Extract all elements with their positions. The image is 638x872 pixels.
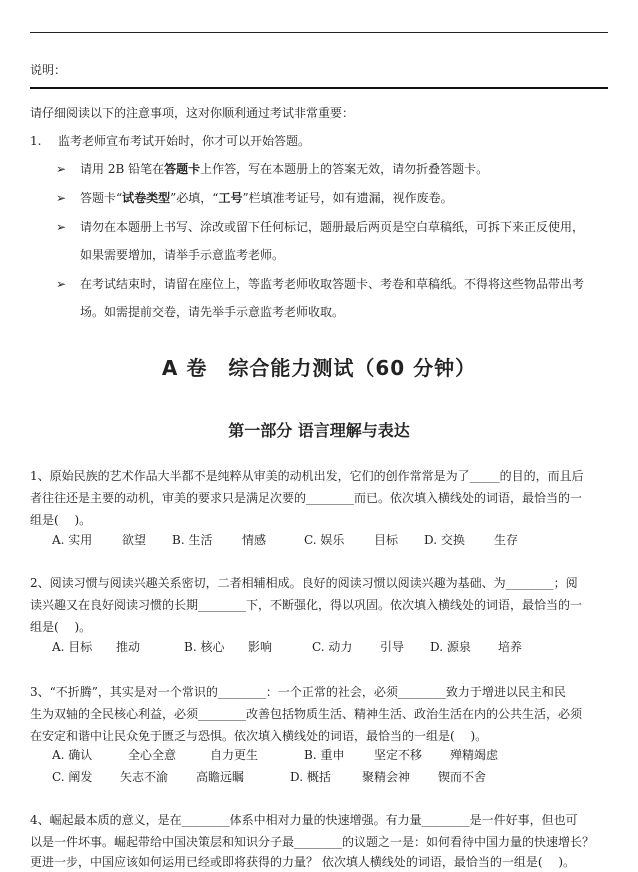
option-a-third: 自力更生 (210, 748, 259, 762)
question-3-line-3: 在安定和谐中让民众免于匮乏与恐惧。依次填入横线处的词语，最恰当的一组是( )。 (30, 729, 488, 743)
option-d[interactable]: D. 概括 (290, 770, 331, 784)
option-a-pair: 推动 (116, 640, 141, 654)
bullet-arrow-icon: ➢ (56, 162, 67, 176)
option-d[interactable]: D. 交换 (424, 533, 465, 547)
bullet-1-bold: 答题卡 (164, 162, 201, 176)
bullet-1-pre: 请用 2B 铅笔在 (80, 162, 165, 176)
notice-bullet-3-line-2: 如果需要增加，请举手示意监考老师。 (80, 248, 285, 262)
option-a[interactable]: A. 目标 (52, 640, 93, 654)
notice-intro: 请仔细阅读以下的注意事项，这对你顺利通过考试非常重要： (30, 106, 355, 120)
part-title: 第一部分 语言理解与表达 (228, 421, 410, 440)
question-3-line-1: 3、“不折腾”，其实是对一个常识的________：一个正常的社会，必须________致力于增进以民主和民 (30, 685, 566, 699)
notice-bullet-3-line-1: 请勿在本题册上书写、涂改或留下任何标记，题册最后两页是空白草稿纸，可拆下来正反使用， (80, 220, 585, 234)
question-1-options (52, 531, 612, 549)
question-3-line-2: 生为双轴的全民核心利益，必须________改善包括物质生活、精神生活、政治生活在内的公共生活，必须 (30, 707, 583, 721)
question-4-line-3: 更进一步，中国应该如何运用已经或即将获得的力量？ 依次填人横线处的词语，最恰当的一组是( )。 (30, 855, 575, 869)
option-b-pair: 情感 (242, 533, 267, 547)
question-4-line-2: 以是一件坏事。崛起带给中国决策层和知识分子最________的议题之一是：如何看待中国力量的快速增长？ (30, 835, 595, 849)
option-c-pair: 矢志不渝 (120, 770, 169, 784)
notice-item-text: 监考老师宣布考试开始时，你才可以开始答题。 (58, 134, 311, 148)
option-b[interactable]: B. 生活 (172, 533, 213, 547)
option-a-pair: 全心全意 (128, 748, 177, 762)
notice-bullet-4-line-1: 在考试结束时，请留在座位上，等监考老师收取答题卡、考卷和草稿纸。不得将这些物品带出考 (80, 277, 585, 291)
bullet-arrow-icon: ➢ (56, 220, 67, 234)
option-c[interactable]: C. 阐发 (52, 770, 93, 784)
question-3-options-row-2 (52, 768, 612, 786)
bullet-2-post: ”栏填准考证号，如有遗漏，视作废卷。 (242, 191, 453, 205)
bullet-2-pre: 答题卡“ (80, 191, 123, 205)
bullet-arrow-icon: ➢ (56, 191, 67, 205)
option-b-third: 殚精竭虑 (450, 748, 499, 762)
option-b[interactable]: B. 核心 (184, 640, 225, 654)
option-d-pair: 培养 (498, 640, 523, 654)
question-2-options (52, 638, 612, 656)
notice-bullet-2 (80, 189, 453, 207)
option-c[interactable]: C. 动力 (312, 640, 353, 654)
question-2-line-2: 读兴趣又在良好阅读习惯的长期________下，不断强化，得以巩固。依次填入横线处的词语，最恰当的一 (30, 598, 583, 612)
volume-title: A 卷 综合能力测试（60 分钟） (161, 356, 477, 380)
notice-bullet-1 (80, 160, 488, 178)
header-top-rule (30, 32, 608, 33)
question-3-options-row-1 (52, 746, 612, 764)
option-a-pair: 欲望 (122, 533, 147, 547)
option-a[interactable]: A. 确认 (52, 748, 93, 762)
question-1-line-1: 1、原始民族的艺术作品大半都不是纯粹从审美的动机出发，它们的创作常常是为了_____的目的，而且后 (30, 469, 584, 483)
bullet-1-post: 上作答，写在本题册上的答案无效，请勿折叠答题卡。 (200, 162, 489, 176)
option-a[interactable]: A. 实用 (52, 533, 93, 547)
option-c-third: 高瞻远瞩 (196, 770, 245, 784)
question-1-line-2: 者往往还是主要的动机，审美的要求只是满足次要的________而已。依次填入横线处的词语，最恰当的一 (30, 491, 583, 505)
bullet-2-bold-1: 试卷类型 (122, 191, 171, 205)
option-d-third: 锲而不舍 (438, 770, 487, 784)
question-4-line-1: 4、崛起最本质的意义，是在________体系中相对力量的快速增强。有力量________是一件好事，但也可 (30, 813, 578, 827)
notice-bullet-4-line-2: 场。如需提前交卷，请先举手示意监考老师收取。 (80, 305, 345, 319)
option-d-pair: 生存 (494, 533, 519, 547)
option-b-pair: 坚定不移 (374, 748, 423, 762)
header-bottom-rule (30, 87, 608, 89)
option-d[interactable]: D. 源泉 (430, 640, 471, 654)
bullet-arrow-icon: ➢ (56, 277, 67, 291)
bullet-2-bold-2: 工号 (218, 191, 243, 205)
option-c-pair: 目标 (374, 533, 399, 547)
notice-item-number: 1. (30, 134, 42, 148)
option-b-pair: 影响 (248, 640, 273, 654)
bullet-2-mid: ”必填，“ (170, 191, 219, 205)
option-c[interactable]: C. 娱乐 (304, 533, 345, 547)
option-b[interactable]: B. 重申 (304, 748, 345, 762)
question-2-line-1: 2、阅读习惯与阅读兴趣关系密切，二者相辅相成。良好的阅读习惯以阅读兴趣为基础、为________；阅 (30, 576, 578, 590)
question-1-line-3: 组是( )。 (30, 513, 92, 527)
option-c-pair: 引导 (380, 640, 405, 654)
question-2-line-3: 组是( )。 (30, 620, 92, 634)
option-d-pair: 聚精会神 (362, 770, 411, 784)
header-label: 说明： (30, 63, 67, 77)
